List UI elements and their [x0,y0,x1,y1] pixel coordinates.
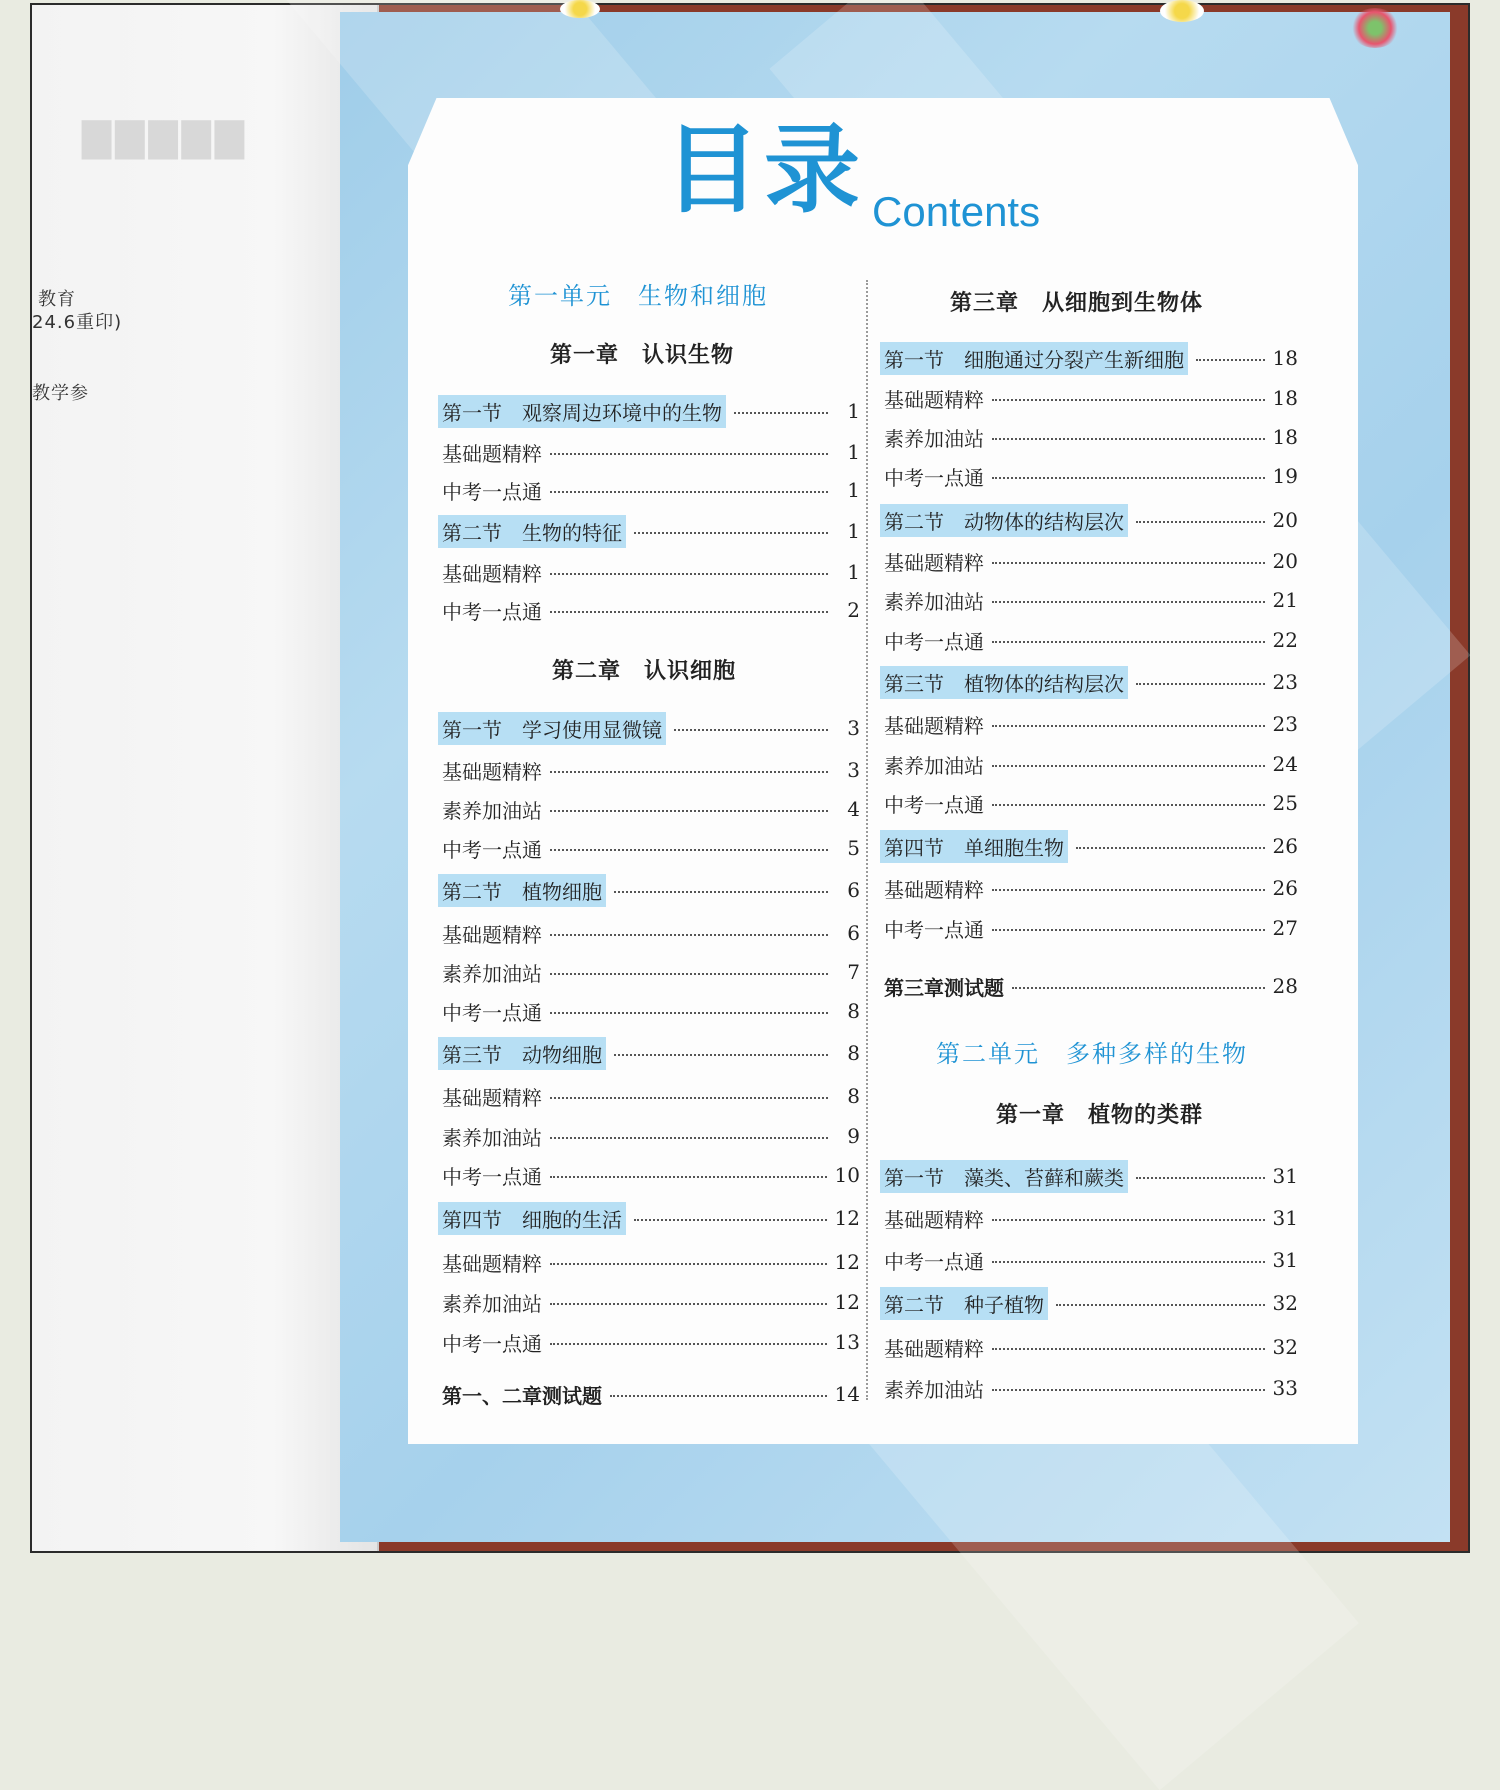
toc-section-entry [884,504,1298,536]
toc-entry-page: 1 [847,399,860,423]
toc-entry-label: 中考一点通 [884,792,984,817]
leader-dots [992,477,1265,479]
leader-dots [550,491,828,493]
toc-entry-page: 20 [1272,508,1298,532]
leader-dots [550,771,828,773]
toc-entry-page: 31 [1272,1248,1298,1272]
toc-entry-label: 第二节 种子植物 [880,1287,1048,1320]
toc-entry-page: 32 [1272,1335,1298,1359]
toc-entry-label: 第四节 单细胞生物 [880,830,1068,863]
toc-entry-page: 23 [1272,712,1298,736]
toc-entry-page: 33 [1272,1376,1298,1400]
toc-entry-label: 第一、二章测试题 [442,1383,602,1408]
toc-section-entry [884,1287,1298,1319]
toc-entry [884,382,1298,414]
leader-dots [1056,1304,1265,1306]
toc-entry-label: 素养加油站 [884,589,984,614]
toc-section-entry [442,874,860,906]
leader-dots [1196,359,1265,361]
toc-entry-page: 18 [1272,346,1298,370]
leader-dots [1012,987,1265,989]
toc-entry-page: 27 [1272,916,1298,940]
toc-entry [884,421,1298,453]
toc-section-entry [884,830,1298,862]
toc-entry-label: 中考一点通 [442,1331,542,1356]
toc-entry [442,917,860,949]
left-page-ghost-title: ▇▇▇▇▇ [82,115,249,159]
leader-dots [550,810,828,812]
toc-entry-label: 基础题精粹 [884,1207,984,1232]
leader-dots [1136,683,1265,685]
unit-2-heading: 第二单元 多种多样的生物 [936,1040,1248,1068]
toc-entry [884,748,1298,780]
leader-dots [992,641,1265,643]
toc-entry-page: 12 [834,1206,860,1230]
toc-entry [884,787,1298,819]
toc-entry [442,832,860,864]
leader-dots [550,973,828,975]
toc-section-entry [884,342,1298,374]
toc-entry-page: 24 [1272,752,1298,776]
toc-entry-page: 5 [847,836,860,860]
toc-entry-page: 8 [847,999,860,1023]
leader-dots [1136,521,1265,523]
toc-entry [884,1244,1298,1276]
leader-dots [550,849,828,851]
leader-dots [550,1137,828,1139]
toc-entry-label: 中考一点通 [442,837,542,862]
toc-entry-page: 26 [1272,834,1298,858]
left-page-text-3: 教学参 [32,383,89,404]
toc-entry-label: 第二节 动物体的结构层次 [880,504,1128,537]
toc-entry-page: 25 [1272,791,1298,815]
toc-entry [884,708,1298,740]
leader-dots [992,562,1265,564]
toc-entry-label: 中考一点通 [442,1164,542,1189]
leader-dots [550,1263,827,1265]
toc-entry-page: 12 [834,1290,860,1314]
toc-entry-page: 3 [847,716,860,740]
toc-entry-label: 第一节 藻类、苔藓和蕨类 [880,1160,1128,1193]
toc-entry-page: 20 [1272,549,1298,573]
toc-entry-label: 第一节 学习使用显微镜 [438,712,666,745]
leader-dots [1076,847,1265,849]
toc-entry-page: 32 [1272,1291,1298,1315]
toc-entry-page: 19 [1272,464,1298,488]
toc-entry-label: 第一节 观察周边环境中的生物 [438,395,726,428]
toc-entry-page: 10 [834,1163,860,1187]
toc-entry-page: 14 [834,1382,860,1406]
toc-entry-page: 3 [847,758,860,782]
leader-dots [992,601,1265,603]
leader-dots [734,412,828,414]
toc-entry [884,584,1298,616]
toc-entry-label: 基础题精粹 [884,1336,984,1361]
leader-dots [550,1343,827,1345]
toc-entry-label: 素养加油站 [442,798,542,823]
toc-entry-page: 1 [847,560,860,584]
toc-entry-page: 1 [847,440,860,464]
flower-decoration [560,0,600,18]
toc-section-entry [442,712,860,744]
toc-test-entry [442,1378,860,1410]
toc-entry-page: 31 [1272,1164,1298,1188]
leader-dots [992,1261,1265,1263]
toc-entry-label: 基础题精粹 [884,550,984,575]
toc-entry-page: 26 [1272,876,1298,900]
chapter-1-heading: 第一章 认识生物 [550,343,735,368]
toc-entry-label: 素养加油站 [442,961,542,986]
left-page-text-1: 教育 [38,289,76,310]
toc-entry-label: 第一节 细胞通过分裂产生新细胞 [880,342,1188,375]
leader-dots [992,765,1265,767]
toc-entry-page: 12 [834,1250,860,1274]
toc-entry-label: 第三节 植物体的结构层次 [880,666,1128,699]
toc-entry [884,1331,1298,1363]
toc-entry-page: 13 [834,1330,860,1354]
leader-dots [614,1054,828,1056]
toc-entry-page: 18 [1272,386,1298,410]
leader-dots [992,929,1265,931]
toc-entry-label: 素养加油站 [884,426,984,451]
toc-entry-page: 8 [847,1041,860,1065]
toc-test-entry [884,970,1298,1002]
leader-dots [674,729,828,731]
toc-entry [442,1120,860,1152]
toc-entry [884,872,1298,904]
leader-dots [992,725,1265,727]
toc-section-entry [884,666,1298,698]
leader-dots [550,934,828,936]
toc-entry-page: 8 [847,1084,860,1108]
toc-entry-page: 1 [847,478,860,502]
toc-entry-label: 第二节 植物细胞 [438,874,606,907]
toc-entry-label: 中考一点通 [442,1000,542,1025]
leader-dots [550,453,828,455]
toc-entry-label: 基础题精粹 [442,1251,542,1276]
toc-entry-page: 4 [847,797,860,821]
toc-entry-label: 基础题精粹 [884,387,984,412]
toc-entry-label: 中考一点通 [884,917,984,942]
toc-entry-page: 7 [847,960,860,984]
chapter-2-heading: 第二章 认识细胞 [552,659,737,684]
unit-2-chapter-1-heading: 第一章 植物的类群 [996,1103,1204,1128]
toc-section-entry [442,395,860,427]
toc-entry [442,436,860,468]
toc-entry [442,995,860,1027]
toc-entry [442,1326,860,1358]
leader-dots [992,804,1265,806]
toc-entry-label: 基础题精粹 [442,561,542,586]
toc-entry-label: 第二节 生物的特征 [438,515,626,548]
toc-entry-label: 基础题精粹 [442,1085,542,1110]
contents-title: 目录 [664,114,864,226]
toc-entry [442,474,860,506]
left-page-text-2: 24.6重印) [32,312,123,333]
toc-entry-label: 中考一点通 [884,1249,984,1274]
toc-section-entry [442,1202,860,1234]
leader-dots [634,532,828,534]
toc-entry [884,460,1298,492]
leader-dots [992,1389,1265,1391]
toc-entry [442,1159,860,1191]
leader-dots [1136,1177,1265,1179]
flower-decoration [1350,8,1400,48]
column-divider [866,280,868,1400]
contents-title-english: Contents [872,188,1041,235]
leader-dots [992,1348,1265,1350]
toc-entry-label: 中考一点通 [442,599,542,624]
toc-entry [442,956,860,988]
toc-entry-label: 第三章测试题 [884,975,1004,1000]
left-page [32,5,379,1551]
leader-dots [634,1219,827,1221]
toc-entry [884,912,1298,944]
toc-entry-page: 6 [847,878,860,902]
toc-entry-page: 1 [847,519,860,543]
leader-dots [550,611,828,613]
leader-dots [550,1097,828,1099]
toc-entry-page: 2 [847,598,860,622]
toc-entry-page: 21 [1272,588,1298,612]
leader-dots [550,1012,828,1014]
toc-entry-page: 9 [847,1124,860,1148]
toc-entry-label: 素养加油站 [884,753,984,778]
toc-entry-label: 素养加油站 [442,1291,542,1316]
flower-decoration [1160,0,1204,22]
toc-entry-label: 基础题精粹 [884,877,984,902]
toc-entry-page: 22 [1272,628,1298,652]
toc-entry [442,594,860,626]
toc-entry-label: 中考一点通 [884,465,984,490]
leader-dots [610,1395,827,1397]
leader-dots [992,438,1265,440]
toc-entry [884,545,1298,577]
leader-dots [992,889,1265,891]
leader-dots [992,399,1265,401]
toc-entry-page: 31 [1272,1206,1298,1230]
toc-entry-label: 素养加油站 [884,1377,984,1402]
toc-entry-label: 中考一点通 [442,479,542,504]
toc-section-entry [884,1160,1298,1192]
toc-entry [442,754,860,786]
leader-dots [992,1219,1265,1221]
toc-entry-label: 第三节 动物细胞 [438,1037,606,1070]
toc-entry [442,556,860,588]
toc-section-entry [442,515,860,547]
toc-entry-label: 基础题精粹 [442,922,542,947]
toc-entry [442,1080,860,1112]
toc-entry [442,1286,860,1318]
toc-entry-label: 中考一点通 [884,629,984,654]
toc-entry [884,1372,1298,1404]
toc-entry-label: 基础题精粹 [442,441,542,466]
toc-entry-page: 28 [1272,974,1298,998]
toc-entry-label: 第四节 细胞的生活 [438,1202,626,1235]
unit-1-heading: 第一单元 生物和细胞 [508,282,768,310]
toc-entry-label: 素养加油站 [442,1125,542,1150]
toc-entry [442,793,860,825]
toc-entry [884,624,1298,656]
toc-entry [884,1202,1298,1234]
toc-entry-page: 18 [1272,425,1298,449]
leader-dots [550,1303,827,1305]
leader-dots [550,1176,827,1178]
toc-entry-page: 23 [1272,670,1298,694]
toc-entry [442,1246,860,1278]
toc-entry-label: 基础题精粹 [442,759,542,784]
toc-entry-page: 6 [847,921,860,945]
chapter-3-heading: 第三章 从细胞到生物体 [950,291,1204,316]
toc-entry-label: 基础题精粹 [884,713,984,738]
leader-dots [614,891,828,893]
leader-dots [550,573,828,575]
toc-section-entry [442,1037,860,1069]
